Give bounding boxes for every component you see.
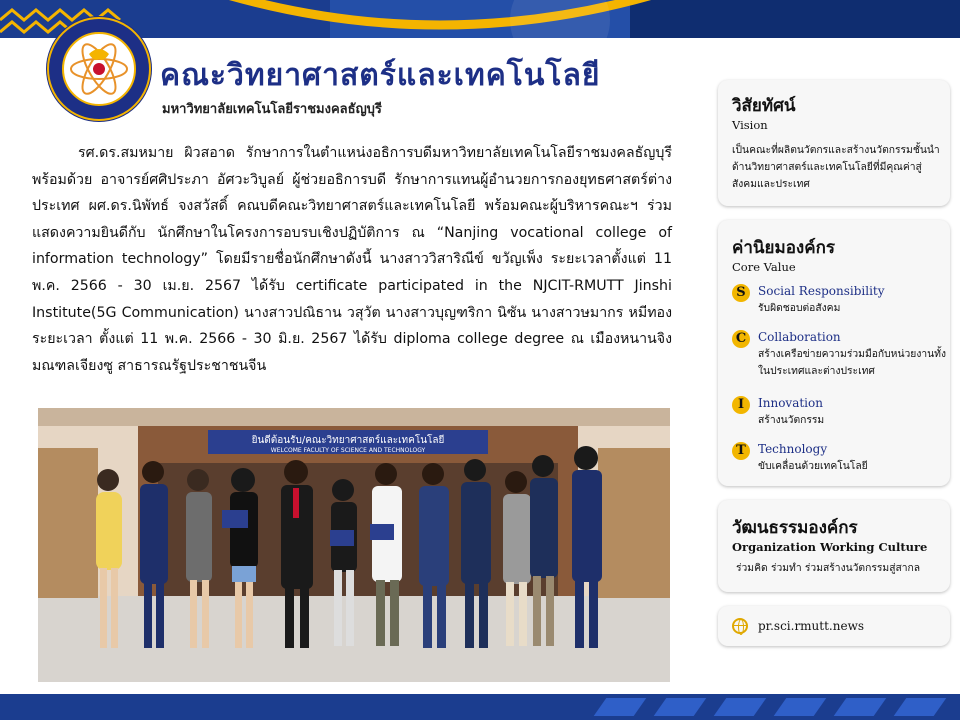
core-value-item-technology (732, 442, 944, 478)
core-value-item-desc: สร้างนวัตกรรม (758, 414, 825, 426)
culture-title-en: Organization Working Culture (732, 540, 928, 554)
core-value-item-innovation (732, 396, 944, 432)
letter-s-badge: S (732, 284, 750, 302)
bottom-banner (0, 694, 960, 720)
group-photo-illustration (38, 408, 670, 682)
letter-c-badge: C (732, 330, 750, 348)
letter-t-badge: T (732, 442, 750, 460)
core-value-item-title: Social Responsibility (758, 284, 885, 298)
article-body (32, 140, 672, 379)
vision-card (718, 80, 950, 206)
faculty-title: คณะวิทยาศาสตร์และเทคโนโลยี (160, 58, 601, 93)
faculty-seal-logo (44, 14, 154, 124)
vision-text: เป็นคณะที่ผลิตนวัตกรและสร้างนวัตกรรมชั้นนำด้านวิทยาศาสตร์และเทคโนโลยีที่มีคุณค่าสู่สังคมและประเทศ (732, 144, 940, 190)
vision-title-en: Vision (732, 118, 768, 132)
photo-banner-text: ยินดีต้อนรับ/คณะวิทยาศาสตร์และเทคโนโลยี (251, 435, 445, 446)
culture-card (718, 500, 950, 592)
core-value-item-social (732, 284, 944, 320)
vision-title: วิสัยทัศน์ (732, 96, 796, 116)
website-card[interactable] (718, 606, 950, 646)
core-value-item-desc: ขับเคลื่อนด้วยเทคโนโลยี (758, 460, 868, 472)
letter-i-badge: I (732, 396, 750, 414)
culture-title: วัฒนธรรมองค์กร (732, 518, 858, 538)
core-value-item-desc: รับผิดชอบต่อสังคม (758, 302, 841, 314)
globe-icon (732, 618, 748, 634)
culture-text: ร่วมคิด ร่วมทำ ร่วมสร้างนวัตกรรมสู่สากล (736, 562, 921, 574)
core-value-card (718, 220, 950, 486)
core-value-item-title: Technology (758, 442, 828, 456)
core-value-item-title: Collaboration (758, 330, 841, 344)
group-photo (38, 408, 670, 682)
article-text: รศ.ดร.สมหมาย ผิวสอาด รักษาการในตำแหน่งอธิการบดีมหาวิทยาลัยเทคโนโลยีราชมงคลธัญบุรี พร้อมด้วย อาจารย์ศศิประภา อัศวะวิบูลย์ ผู้ช่วยอธิการบดี รักษาการแทนผู้อำนวยการกองยุทธศาสตร์ต่างประเทศ ผศ.ดร.นิพัทธ์ จงสวัสดิ์ คณบดีคณะวิทยาศาสตร์และเทคโนโลยี พร้อมคณะผู้บริหารคณะฯ ร่วมแสดงความยินดีกับ นักศึกษาในโครงการอบรบเชิงปฏิบัติการ ณ “Nanjing vocational college of information technology” โดยมีรายชื่อนักศึกษาดังนี้ นางสาววิสาริณีข์ ขวัญเพ็ง ระยะเวลาตั้งแต่ 11 พ.ค. 2566 - 30 เม.ย. 2567 ได้รับ certificate participated in the NJCIT-RMUTT Jinshi Institute(5G Communication) นางสาวปณิธาน วสุวัต นางสาวบุญฑริกา นิซัน นางสาวษมากร หมีทอง ระยะเวลา ตั้งแต่ 11 พ.ค. 2566 - 30 มิ.ย. 2567 ได้รับ diploma college degree ณ เมืองหนานจิง มณฑลเจียงซู สาธารณรัฐประชาชนจีน (32, 145, 672, 374)
core-value-title-en: Core Value (732, 260, 796, 274)
core-value-title: ค่านิยมองค์กร (732, 238, 836, 258)
website-link[interactable]: pr.sci.rmutt.news (758, 619, 865, 633)
core-value-item-collaboration (732, 330, 944, 384)
photo-banner-subtext: WELCOME FACULTY OF SCIENCE AND TECHNOLOGY (270, 447, 426, 454)
core-value-item-title: Innovation (758, 396, 823, 410)
university-name: มหาวิทยาลัยเทคโนโลยีราชมงคลธัญบุรี (162, 102, 382, 117)
core-value-item-desc: สร้างเครือข่ายความร่วมมือกับหน่วยงานทั้งในประเทศและต่างประเทศ (758, 348, 946, 377)
